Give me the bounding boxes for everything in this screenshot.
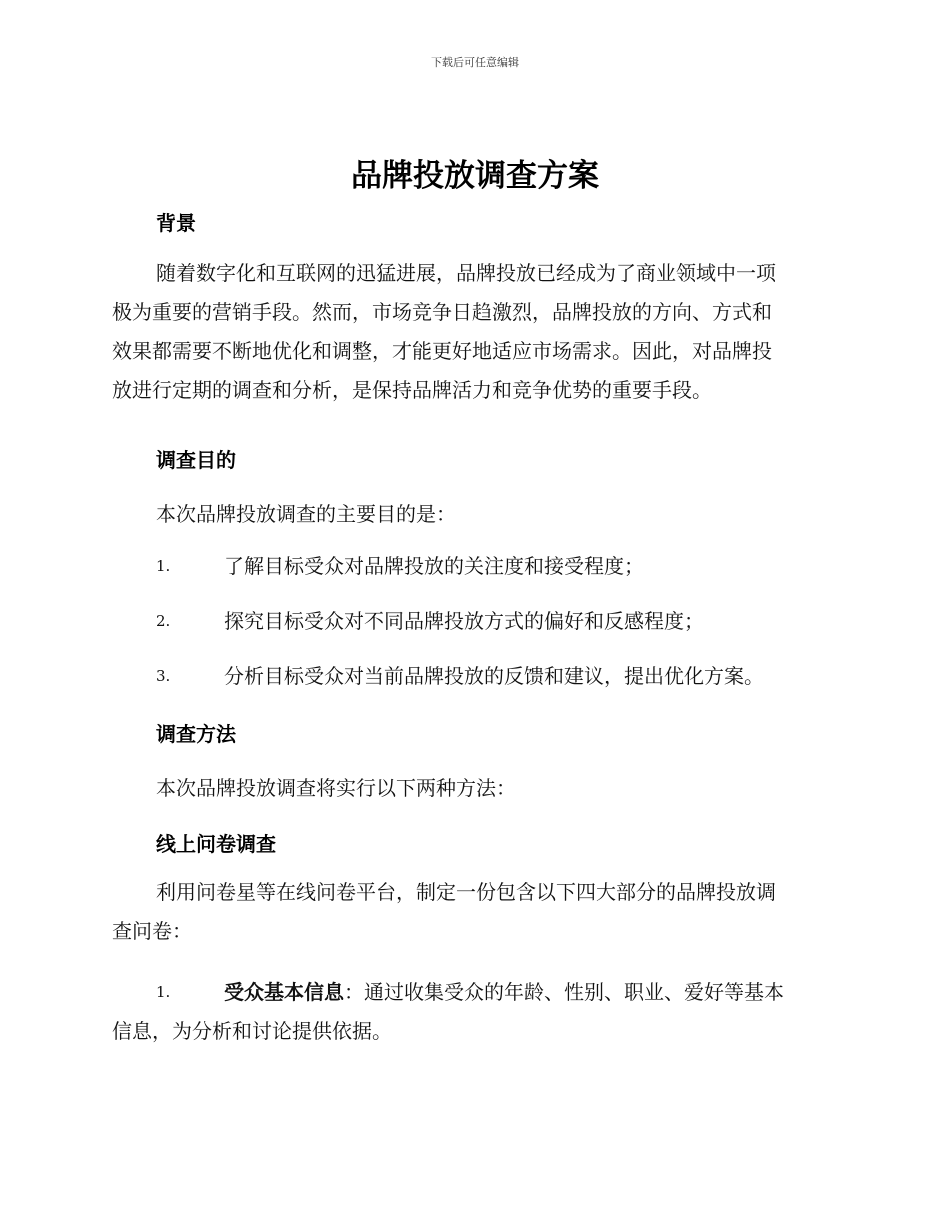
method-intro: 本次品牌投放调查将实行以下两种方法： <box>156 776 516 800</box>
section-heading-online-survey: 线上问卷调查 <box>156 832 276 856</box>
purpose-list-item <box>112 602 832 641</box>
header-note: 下载后可任意编辑 <box>431 56 519 69</box>
list-number: 2. <box>156 612 171 630</box>
list-first-line <box>112 973 832 1012</box>
list-text: 了解目标受众对品牌投放的关注度和接受程度； <box>224 554 644 578</box>
list-text-continued: 信息，为分析和讨论提供依据。 <box>112 1019 392 1043</box>
section-heading-background: 背景 <box>156 211 196 235</box>
purpose-list-item <box>112 657 832 696</box>
paragraph-line: 效果都需要不断地优化和调整，才能更好地适应市场需求。因此，对品牌投 <box>112 339 772 363</box>
list-text: 分析目标受众对当前品牌投放的反馈和建议，提出优化方案。 <box>224 664 764 688</box>
list-item-label: 受众基本信息 <box>224 980 344 1004</box>
paragraph-line: 利用问卷星等在线问卷平台，制定一份包含以下四大部分的品牌投放调 <box>156 880 776 904</box>
list-number: 3. <box>156 667 171 685</box>
purpose-list-item <box>112 547 832 586</box>
online-survey-paragraph <box>112 873 832 951</box>
paragraph-line: 放进行定期的调查和分析，是保持品牌活力和竞争优势的重要手段。 <box>112 378 712 402</box>
section-heading-method: 调查方法 <box>156 722 236 746</box>
list-number: 1. <box>156 557 171 575</box>
paragraph-line: 查问卷： <box>112 919 192 943</box>
paragraph-line: 随着数字化和互联网的迅猛进展，品牌投放已经成为了商业领域中一项 <box>156 261 776 285</box>
document-title: 品牌投放调查方案 <box>351 158 599 194</box>
list-text: 探究目标受众对不同品牌投放方式的偏好和反感程度； <box>224 609 704 633</box>
paragraph-line: 极为重要的营销手段。然而，市场竞争日趋激烈，品牌投放的方向、方式和 <box>112 300 772 324</box>
background-paragraph <box>112 254 832 410</box>
online-survey-list-item <box>112 973 832 1051</box>
section-heading-purpose: 调查目的 <box>156 448 236 472</box>
purpose-intro: 本次品牌投放调查的主要目的是： <box>156 502 456 526</box>
list-text: ：通过收集受众的年龄、性别、职业、爱好等基本 <box>344 980 784 1004</box>
list-number: 1. <box>156 983 171 1001</box>
